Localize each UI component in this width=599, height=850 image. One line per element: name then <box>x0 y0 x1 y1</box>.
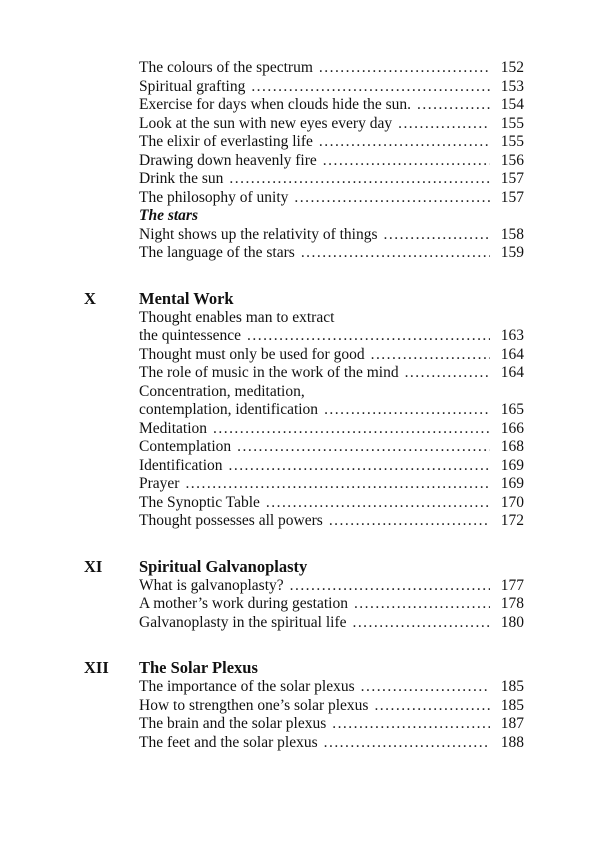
entry-page: 187 <box>500 715 524 732</box>
entry-page: 157 <box>500 170 524 187</box>
entry-title: The philosophy of unity <box>139 188 289 206</box>
entry-page: 155 <box>500 133 524 150</box>
leader-dots <box>247 327 490 346</box>
entry-page: 163 <box>500 327 524 344</box>
chapter-xi <box>84 557 524 633</box>
toc-entry[interactable] <box>139 170 524 189</box>
chapter-continued <box>84 59 524 263</box>
entry-page: 158 <box>500 225 524 243</box>
entry-title: Galvanoplasty in the spiritual life <box>139 613 347 631</box>
leader-dots <box>329 512 490 531</box>
entry-page: 172 <box>500 512 524 529</box>
leader-dots <box>374 697 490 716</box>
leader-dots <box>352 614 490 633</box>
entry-title: Identification <box>139 456 223 474</box>
entry-title: What is galvanoplasty? <box>139 576 284 594</box>
entry-page: 156 <box>500 151 524 169</box>
chapter-heading[interactable] <box>84 557 524 577</box>
entry-title: contemplation, identification <box>139 401 319 418</box>
entry-page: 154 <box>500 96 524 113</box>
leader-dots <box>398 115 490 134</box>
toc-entry[interactable] <box>139 226 524 245</box>
table-of-contents <box>84 59 524 752</box>
entry-page: 152 <box>500 59 524 76</box>
chapter-number: XI <box>84 556 103 576</box>
toc-entry[interactable] <box>139 614 524 633</box>
toc-entry[interactable] <box>139 59 524 78</box>
entry-page: 188 <box>500 733 524 751</box>
toc-entry[interactable] <box>139 438 524 457</box>
toc-entry[interactable] <box>139 577 524 596</box>
entry-title: Concentration, meditation, <box>139 382 305 400</box>
chapter-xii <box>84 658 524 752</box>
entry-page: 165 <box>500 401 524 418</box>
entry-page: 169 <box>500 456 524 474</box>
leader-dots <box>417 96 490 115</box>
toc-entry[interactable] <box>139 309 524 328</box>
entry-title: Prayer <box>139 475 180 492</box>
leader-dots <box>324 401 490 420</box>
entry-title: The colours of the spectrum <box>139 59 313 76</box>
leader-dots <box>371 346 490 365</box>
leader-dots <box>185 475 490 494</box>
entry-title: Drink the sun <box>139 170 224 187</box>
leader-dots <box>229 457 491 476</box>
leader-dots <box>361 678 490 697</box>
leader-dots <box>213 420 490 439</box>
chapter-number: X <box>84 288 96 308</box>
toc-entry[interactable] <box>139 189 524 208</box>
toc-entry[interactable] <box>139 734 524 753</box>
leader-dots <box>266 494 490 513</box>
leader-dots <box>405 364 490 383</box>
entry-page: 164 <box>500 345 524 363</box>
leader-dots <box>301 244 490 263</box>
entry-title: the quintessence <box>139 327 242 344</box>
section-subheading: The stars <box>139 207 198 224</box>
entry-title: Thought must only be used for good <box>139 345 365 363</box>
leader-dots <box>294 189 490 208</box>
entry-title: The importance of the solar plexus <box>139 678 355 695</box>
entry-title: The Synoptic Table <box>139 493 260 511</box>
toc-entry[interactable] <box>139 595 524 614</box>
toc-entry[interactable] <box>139 346 524 365</box>
leader-dots <box>319 59 490 78</box>
entry-title: Meditation <box>139 419 208 437</box>
leader-dots <box>237 438 490 457</box>
toc-entry[interactable] <box>139 96 524 115</box>
toc-entry[interactable] <box>139 364 524 383</box>
toc-entry[interactable] <box>139 475 524 494</box>
entry-page: 169 <box>500 475 524 492</box>
toc-entry[interactable] <box>139 78 524 97</box>
toc-entry[interactable] <box>139 401 524 420</box>
toc-entry[interactable] <box>139 420 524 439</box>
chapter-entries <box>139 59 524 263</box>
toc-entry[interactable] <box>139 383 524 402</box>
toc-entry[interactable] <box>139 512 524 531</box>
chapter-number: XII <box>84 658 109 677</box>
entry-title: How to strengthen one’s solar plexus <box>139 696 369 714</box>
entry-title: Drawing down heavenly fire <box>139 151 317 169</box>
toc-entry[interactable] <box>139 244 524 263</box>
entry-title: The role of music in the work of the mind <box>139 364 399 381</box>
entry-title: Exercise for days when clouds hide the sun. <box>139 96 412 113</box>
leader-dots <box>290 577 490 596</box>
chapter-heading[interactable] <box>84 289 524 309</box>
entry-title: Night shows up the relativity of things <box>139 225 378 243</box>
leader-dots <box>323 152 490 171</box>
entry-page: 159 <box>500 244 524 261</box>
entry-page: 164 <box>500 364 524 381</box>
toc-entry[interactable] <box>139 327 524 346</box>
toc-entry[interactable] <box>139 697 524 716</box>
chapter-x <box>84 289 524 531</box>
entry-title: The brain and the solar plexus <box>139 715 327 732</box>
chapter-heading[interactable] <box>84 658 524 678</box>
leader-dots <box>251 78 490 97</box>
chapter-entries <box>139 309 524 531</box>
entry-title: The language of the stars <box>139 244 295 261</box>
leader-dots <box>332 715 490 734</box>
leader-dots <box>229 170 490 189</box>
entry-page: 155 <box>500 114 524 132</box>
toc-entry[interactable] <box>139 115 524 134</box>
entry-title: The elixir of everlasting life <box>139 133 313 150</box>
entry-page: 166 <box>500 419 524 437</box>
entry-title: Thought enables man to extract <box>139 308 335 326</box>
toc-entry[interactable] <box>139 678 524 697</box>
entry-page: 157 <box>500 188 524 206</box>
entry-page: 185 <box>500 696 524 714</box>
entry-page: 185 <box>500 678 524 695</box>
chapter-entries <box>139 678 524 752</box>
entry-page: 170 <box>500 493 524 511</box>
entry-title: Spiritual grafting <box>139 77 246 95</box>
toc-entry[interactable] <box>139 715 524 734</box>
entry-title: Contemplation <box>139 438 232 455</box>
entry-page: 168 <box>500 438 524 455</box>
entry-page: 153 <box>500 77 524 95</box>
chapter-title: The Solar Plexus <box>139 658 258 677</box>
entry-page: 177 <box>500 576 524 594</box>
leader-dots <box>319 133 490 152</box>
leader-dots <box>324 734 490 753</box>
leader-dots <box>384 226 490 245</box>
toc-entry[interactable] <box>139 494 524 513</box>
entry-title: Look at the sun with new eyes every day <box>139 114 393 132</box>
entry-page: 178 <box>500 595 524 612</box>
chapter-title: Spiritual Galvanoplasty <box>139 556 308 576</box>
entry-title: A mother’s work during gestation <box>139 595 348 612</box>
toc-entry[interactable] <box>139 152 524 171</box>
entry-page: 180 <box>500 613 524 631</box>
toc-entry[interactable] <box>139 133 524 152</box>
toc-entry[interactable] <box>139 457 524 476</box>
chapter-entries <box>139 577 524 633</box>
leader-dots <box>354 595 490 614</box>
entry-title: The feet and the solar plexus <box>139 733 318 751</box>
entry-title: Thought possesses all powers <box>139 512 323 529</box>
chapter-title: Mental Work <box>139 288 234 308</box>
